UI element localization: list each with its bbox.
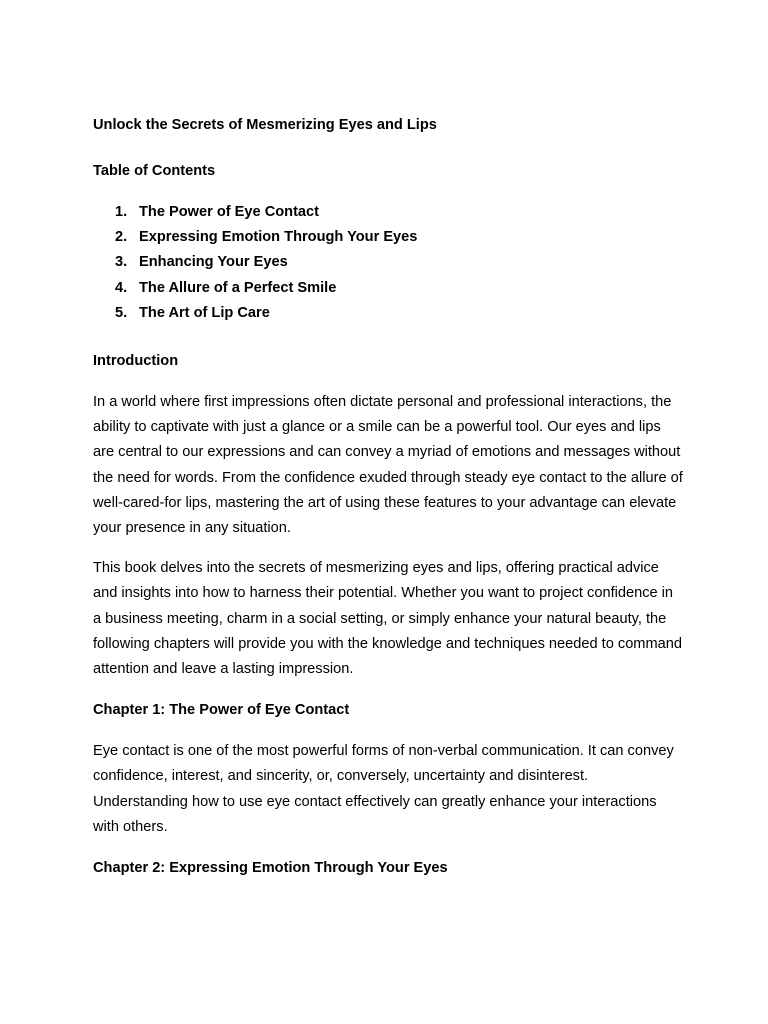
toc-item-label: Expressing Emotion Through Your Eyes: [139, 229, 418, 246]
introduction-heading: Introduction: [93, 353, 179, 370]
chapter-1-heading: Chapter 1: The Power of Eye Contact: [93, 702, 350, 719]
document-page: [93, 114, 683, 879]
toc-item: [93, 200, 683, 225]
toc-item: [93, 250, 683, 275]
chapter-2-heading: Chapter 2: Expressing Emotion Through Your Eyes: [93, 860, 448, 877]
toc-item: [93, 301, 683, 326]
table-of-contents: [93, 200, 683, 326]
toc-item-number: 4.: [115, 279, 128, 296]
toc-item-label: The Power of Eye Contact: [139, 204, 320, 220]
toc-item-label: The Allure of a Perfect Smile: [139, 279, 337, 296]
toc-item-label: The Art of Lip Care: [139, 304, 270, 321]
toc-item-number: 2.: [115, 229, 128, 246]
toc-item-number: 3.: [115, 254, 128, 271]
toc-item: [93, 225, 683, 250]
toc-item-number: 5.: [115, 304, 128, 321]
toc-item-number: 1.: [115, 204, 128, 220]
toc-item: [93, 276, 683, 301]
introduction-paragraph-1: In a world where first impressions often dictate personal and professional interactions, the ability to captivate with just a glance or a smile can be a powerful tool. Our eyes and lips are central to our expressions and can convey a myriad of emotions and messages without the need for words. From the confidence exuded through steady eye contact to the allure of well-cared-for lips, mastering the art of using these features to your advantage can elevate your presence in any situation.: [93, 394, 683, 537]
chapter-1-paragraph: Eye contact is one of the most powerful forms of non-verbal communication. It can convey confidence, interest, and sincerity, or, conversely, uncertainty and disinterest. Understanding how to use eye contact effectively can greatly enhance your interactions with others.: [93, 743, 674, 835]
document-title: Unlock the Secrets of Mesmerizing Eyes and Lips: [93, 117, 437, 133]
toc-item-label: Enhancing Your Eyes: [139, 254, 288, 271]
introduction-paragraph-2: This book delves into the secrets of mesmerizing eyes and lips, offering practical advice and insights into how to harness their potential. Whether you want to project confidence in a business meeting, charm in a social setting, or simply enhance your natural beauty, the following chapters will provide you with the knowledge and techniques needed to command attention and leave a lasting impression.: [93, 560, 682, 678]
toc-heading: Table of Contents: [93, 163, 216, 179]
